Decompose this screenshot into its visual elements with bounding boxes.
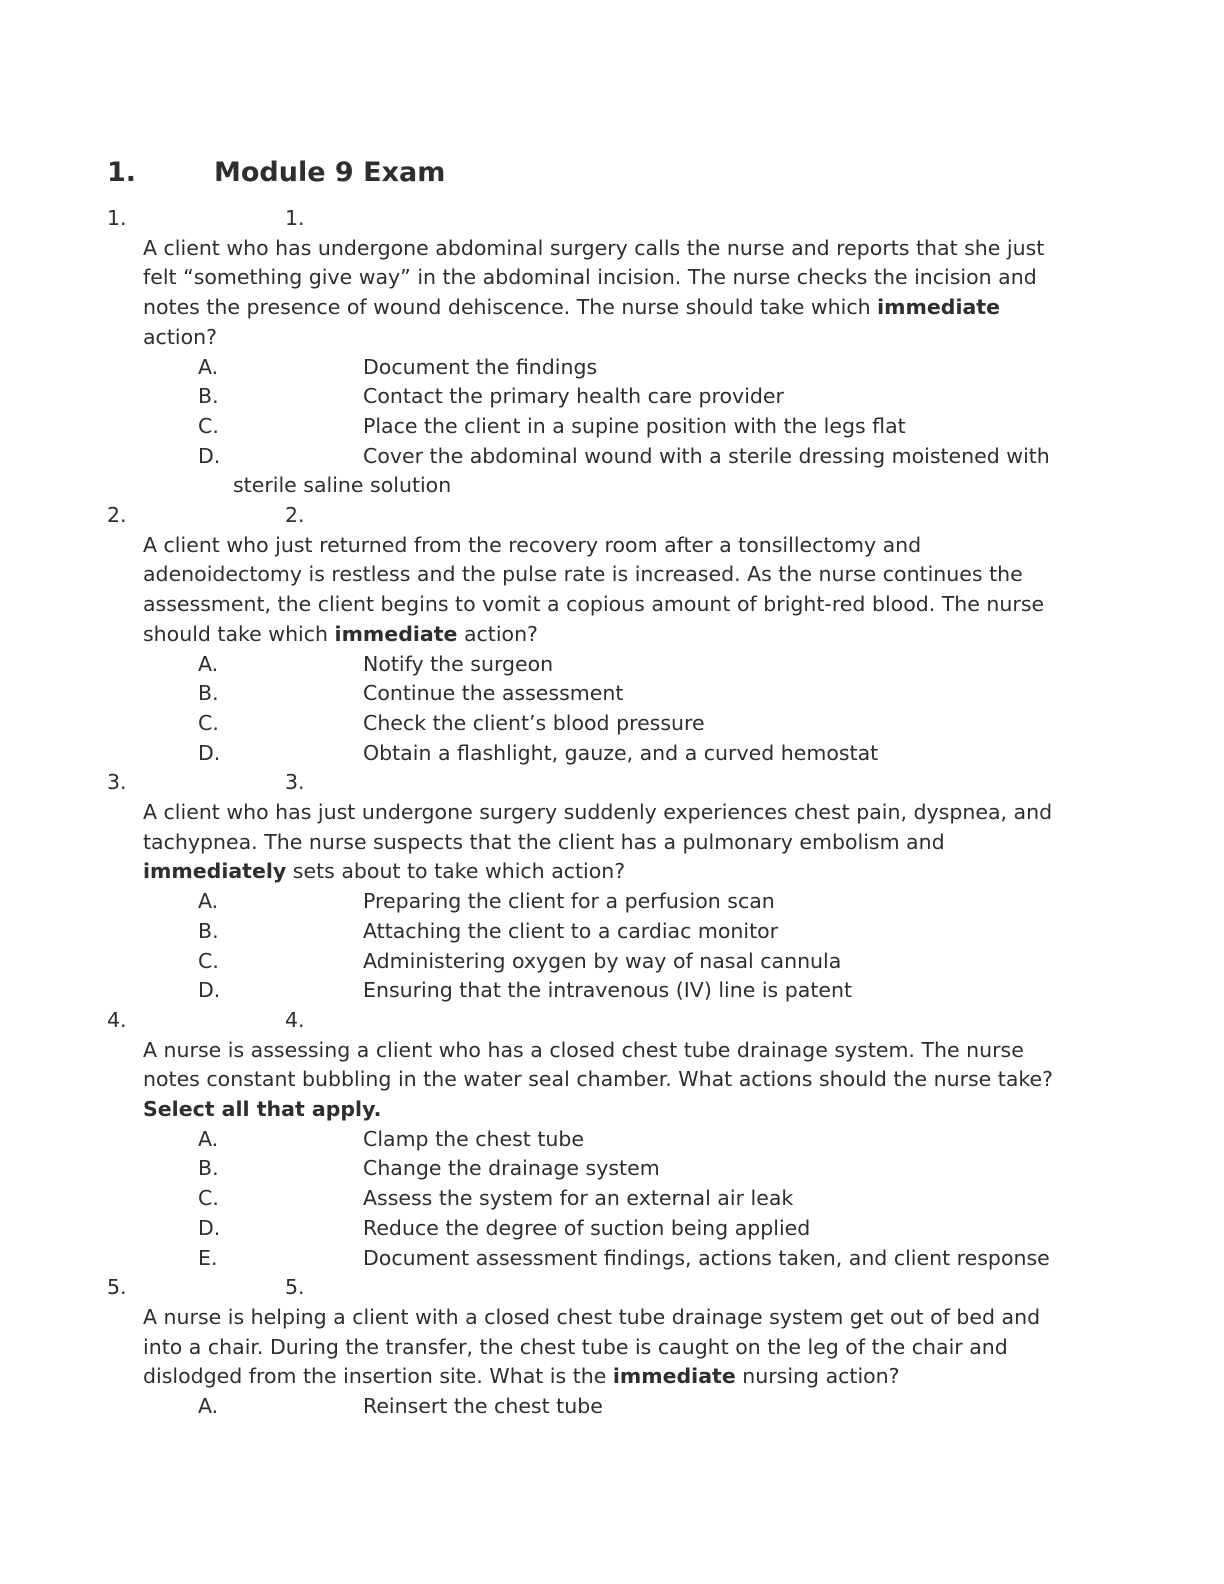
title-number: 1. bbox=[107, 157, 137, 188]
option-text: Document assessment findings, actions taken, and client response bbox=[363, 1245, 1050, 1270]
answer-option[interactable] bbox=[0, 1184, 1224, 1214]
question-sub-number: 2. bbox=[285, 503, 305, 528]
option-text: Notify the surgeon bbox=[363, 651, 554, 676]
question-number: 5. bbox=[107, 1275, 127, 1300]
question-2 bbox=[0, 501, 1224, 768]
answer-option[interactable] bbox=[0, 650, 1224, 680]
question-number: 3. bbox=[107, 770, 127, 795]
question-list bbox=[0, 204, 1224, 1422]
option-letter: C. bbox=[198, 710, 219, 735]
option-letter: D. bbox=[198, 1215, 221, 1240]
answer-option[interactable] bbox=[0, 1244, 1224, 1274]
option-letter: E. bbox=[198, 1245, 218, 1270]
stem-text-end: action? bbox=[457, 621, 538, 646]
answer-option[interactable] bbox=[0, 1392, 1224, 1422]
option-letter: A. bbox=[198, 354, 219, 379]
question-number: 2. bbox=[107, 503, 127, 528]
option-text: Clamp the chest tube bbox=[363, 1126, 584, 1151]
stem-text-end: nursing action? bbox=[735, 1364, 900, 1389]
question-3 bbox=[0, 768, 1224, 1006]
answer-option[interactable] bbox=[0, 442, 1224, 501]
question-stem bbox=[143, 1036, 1078, 1125]
stem-emphasis: Select all that apply. bbox=[143, 1097, 382, 1122]
question-1 bbox=[0, 204, 1224, 501]
stem-text-end: action? bbox=[143, 324, 217, 349]
option-text: Obtain a flashlight, gauze, and a curved hemostat bbox=[363, 740, 879, 765]
answer-option[interactable] bbox=[0, 887, 1224, 917]
stem-text: A client who just returned from the recovery room after a tonsillectomy and adenoidectomy is restless and the pulse rate is increased. As the nurse continues the assessment, the client begins to vomit a copious amount of bright-red blood. The nurse should take which bbox=[143, 532, 1045, 646]
question-number-row bbox=[0, 501, 1224, 531]
option-letter: A. bbox=[198, 889, 219, 914]
option-text: Check the client’s blood pressure bbox=[363, 710, 705, 735]
option-text: Preparing the client for a perfusion scan bbox=[363, 889, 775, 914]
answer-option[interactable] bbox=[0, 976, 1224, 1006]
question-number-row bbox=[0, 1273, 1224, 1303]
stem-text-end: sets about to take which action? bbox=[286, 859, 626, 884]
option-text: Place the client in a supine position with the legs flat bbox=[363, 413, 906, 438]
question-stem bbox=[143, 1303, 1078, 1392]
answer-option[interactable] bbox=[0, 382, 1224, 412]
question-sub-number: 4. bbox=[285, 1007, 305, 1032]
option-text: Ensuring that the intravenous (IV) line is patent bbox=[363, 978, 852, 1003]
stem-emphasis: immediate bbox=[612, 1364, 736, 1389]
option-letter: B. bbox=[198, 1156, 219, 1181]
option-letter: D. bbox=[198, 443, 221, 468]
stem-text: A nurse is helping a client with a closed chest tube drainage system get out of bed and into a chair. During the transfer, the chest tube is caught on the leg of the chair and dislodged from the insertion site. What is the bbox=[143, 1304, 1041, 1389]
stem-text: A nurse is assessing a client who has a closed chest tube drainage system. The nurse notes constant bubbling in the water seal chamber. What actions should the nurse take? bbox=[143, 1037, 1054, 1092]
stem-emphasis: immediate bbox=[877, 295, 1001, 320]
question-number-row bbox=[0, 768, 1224, 798]
question-5 bbox=[0, 1273, 1224, 1422]
option-text: Reinsert the chest tube bbox=[363, 1394, 603, 1419]
answer-option[interactable] bbox=[0, 917, 1224, 947]
title-text: Module 9 Exam bbox=[214, 157, 446, 188]
option-letter: A. bbox=[198, 1126, 219, 1151]
answer-option[interactable] bbox=[0, 353, 1224, 383]
option-letter: B. bbox=[198, 918, 219, 943]
option-text: Attaching the client to a cardiac monitor bbox=[363, 918, 779, 943]
option-letter: C. bbox=[198, 413, 219, 438]
option-text: Reduce the degree of suction being applied bbox=[363, 1215, 811, 1240]
option-letter: D. bbox=[198, 740, 221, 765]
option-text: Assess the system for an external air leak bbox=[363, 1186, 794, 1211]
question-number: 1. bbox=[107, 206, 127, 230]
question-sub-number: 5. bbox=[285, 1275, 305, 1300]
stem-emphasis: immediately bbox=[143, 859, 287, 884]
answer-option[interactable] bbox=[0, 1154, 1224, 1184]
question-stem bbox=[143, 798, 1078, 887]
option-text: Change the drainage system bbox=[363, 1156, 660, 1181]
answer-option[interactable] bbox=[0, 679, 1224, 709]
stem-emphasis: immediate bbox=[334, 621, 458, 646]
question-number: 4. bbox=[107, 1007, 127, 1032]
option-letter: C. bbox=[198, 948, 219, 973]
question-4 bbox=[0, 1006, 1224, 1273]
option-letter: A. bbox=[198, 1394, 219, 1419]
question-stem bbox=[143, 531, 1078, 650]
option-letter: B. bbox=[198, 681, 219, 706]
stem-text: A client who has just undergone surgery suddenly experiences chest pain, dyspnea, and tachypnea. The nurse suspects that the client has a pulmonary embolism and bbox=[143, 800, 1053, 854]
answer-option[interactable] bbox=[0, 947, 1224, 977]
question-sub-number: 3. bbox=[285, 770, 305, 795]
option-text: Document the findings bbox=[363, 354, 598, 379]
option-text: Contact the primary health care provider bbox=[363, 384, 784, 409]
answer-option[interactable] bbox=[0, 709, 1224, 739]
question-stem bbox=[143, 234, 1078, 353]
option-letter: A. bbox=[198, 651, 219, 676]
stem-text: A client who has undergone abdominal surgery calls the nurse and reports that she just felt “something give way” in the abdominal incision. The nurse checks the incision and notes the presence of wound dehiscence. The nurse should take which bbox=[143, 235, 1045, 320]
question-sub-number: 1. bbox=[285, 206, 305, 230]
question-number-row bbox=[0, 204, 1224, 234]
option-text: Administering oxygen by way of nasal cannula bbox=[363, 948, 842, 973]
option-letter: D. bbox=[198, 978, 221, 1003]
answer-option[interactable] bbox=[0, 739, 1224, 769]
answer-option[interactable] bbox=[0, 1125, 1224, 1155]
answer-option[interactable] bbox=[0, 412, 1224, 442]
option-letter: C. bbox=[198, 1186, 219, 1211]
answer-option[interactable] bbox=[0, 1214, 1224, 1244]
question-number-row bbox=[0, 1006, 1224, 1036]
option-text: Cover the abdominal wound with a sterile dressing moistened with sterile saline solution bbox=[233, 443, 1050, 498]
option-letter: B. bbox=[198, 384, 219, 409]
option-text: Continue the assessment bbox=[363, 681, 624, 706]
